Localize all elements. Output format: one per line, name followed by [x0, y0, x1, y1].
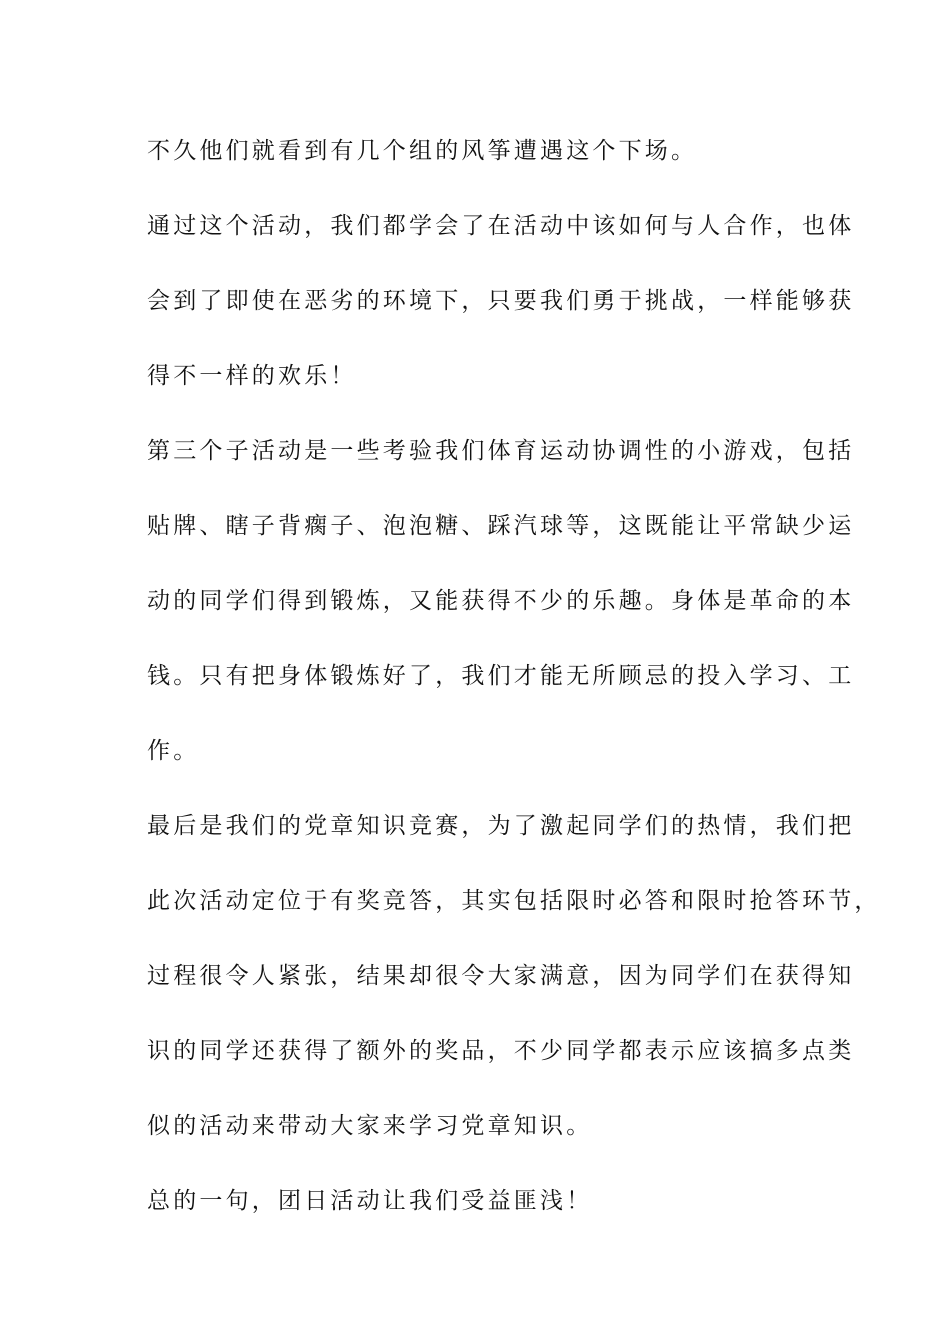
text-line: 过程很令人紧张，结果却很令大家满意，因为同学们在获得知: [147, 963, 855, 989]
text-line: 总的一句，团日活动让我们受益匪浅！: [147, 1188, 593, 1214]
text-line: 钱。只有把身体锻炼好了，我们才能无所顾忌的投入学习、工: [147, 663, 855, 689]
text-line: 通过这个活动，我们都学会了在活动中该如何与人合作，也体: [147, 213, 855, 239]
text-line: 识的同学还获得了额外的奖品，不少同学都表示应该搞多点类: [147, 1038, 855, 1064]
text-line: 不久他们就看到有几个组的风筝遭遇这个下场。: [147, 138, 698, 164]
text-line: 此次活动定位于有奖竞答，其实包括限时必答和限时抢答环节，: [147, 888, 881, 914]
text-line: 作。: [147, 738, 200, 764]
text-line: 得不一样的欢乐！: [147, 363, 357, 389]
text-line: 似的活动来带动大家来学习党章知识。: [147, 1113, 593, 1139]
text-line: 动的同学们得到锻炼，又能获得不少的乐趣。身体是革命的本: [147, 588, 855, 614]
text-line: 会到了即使在恶劣的环境下，只要我们勇于挑战，一样能够获: [147, 288, 855, 314]
text-line: 最后是我们的党章知识竞赛，为了激起同学们的热情，我们把: [147, 813, 855, 839]
text-line: 贴牌、瞎子背瘸子、泡泡糖、踩汽球等，这既能让平常缺少运: [147, 513, 855, 539]
text-line: 第三个子活动是一些考验我们体育运动协调性的小游戏，包括: [147, 438, 855, 464]
